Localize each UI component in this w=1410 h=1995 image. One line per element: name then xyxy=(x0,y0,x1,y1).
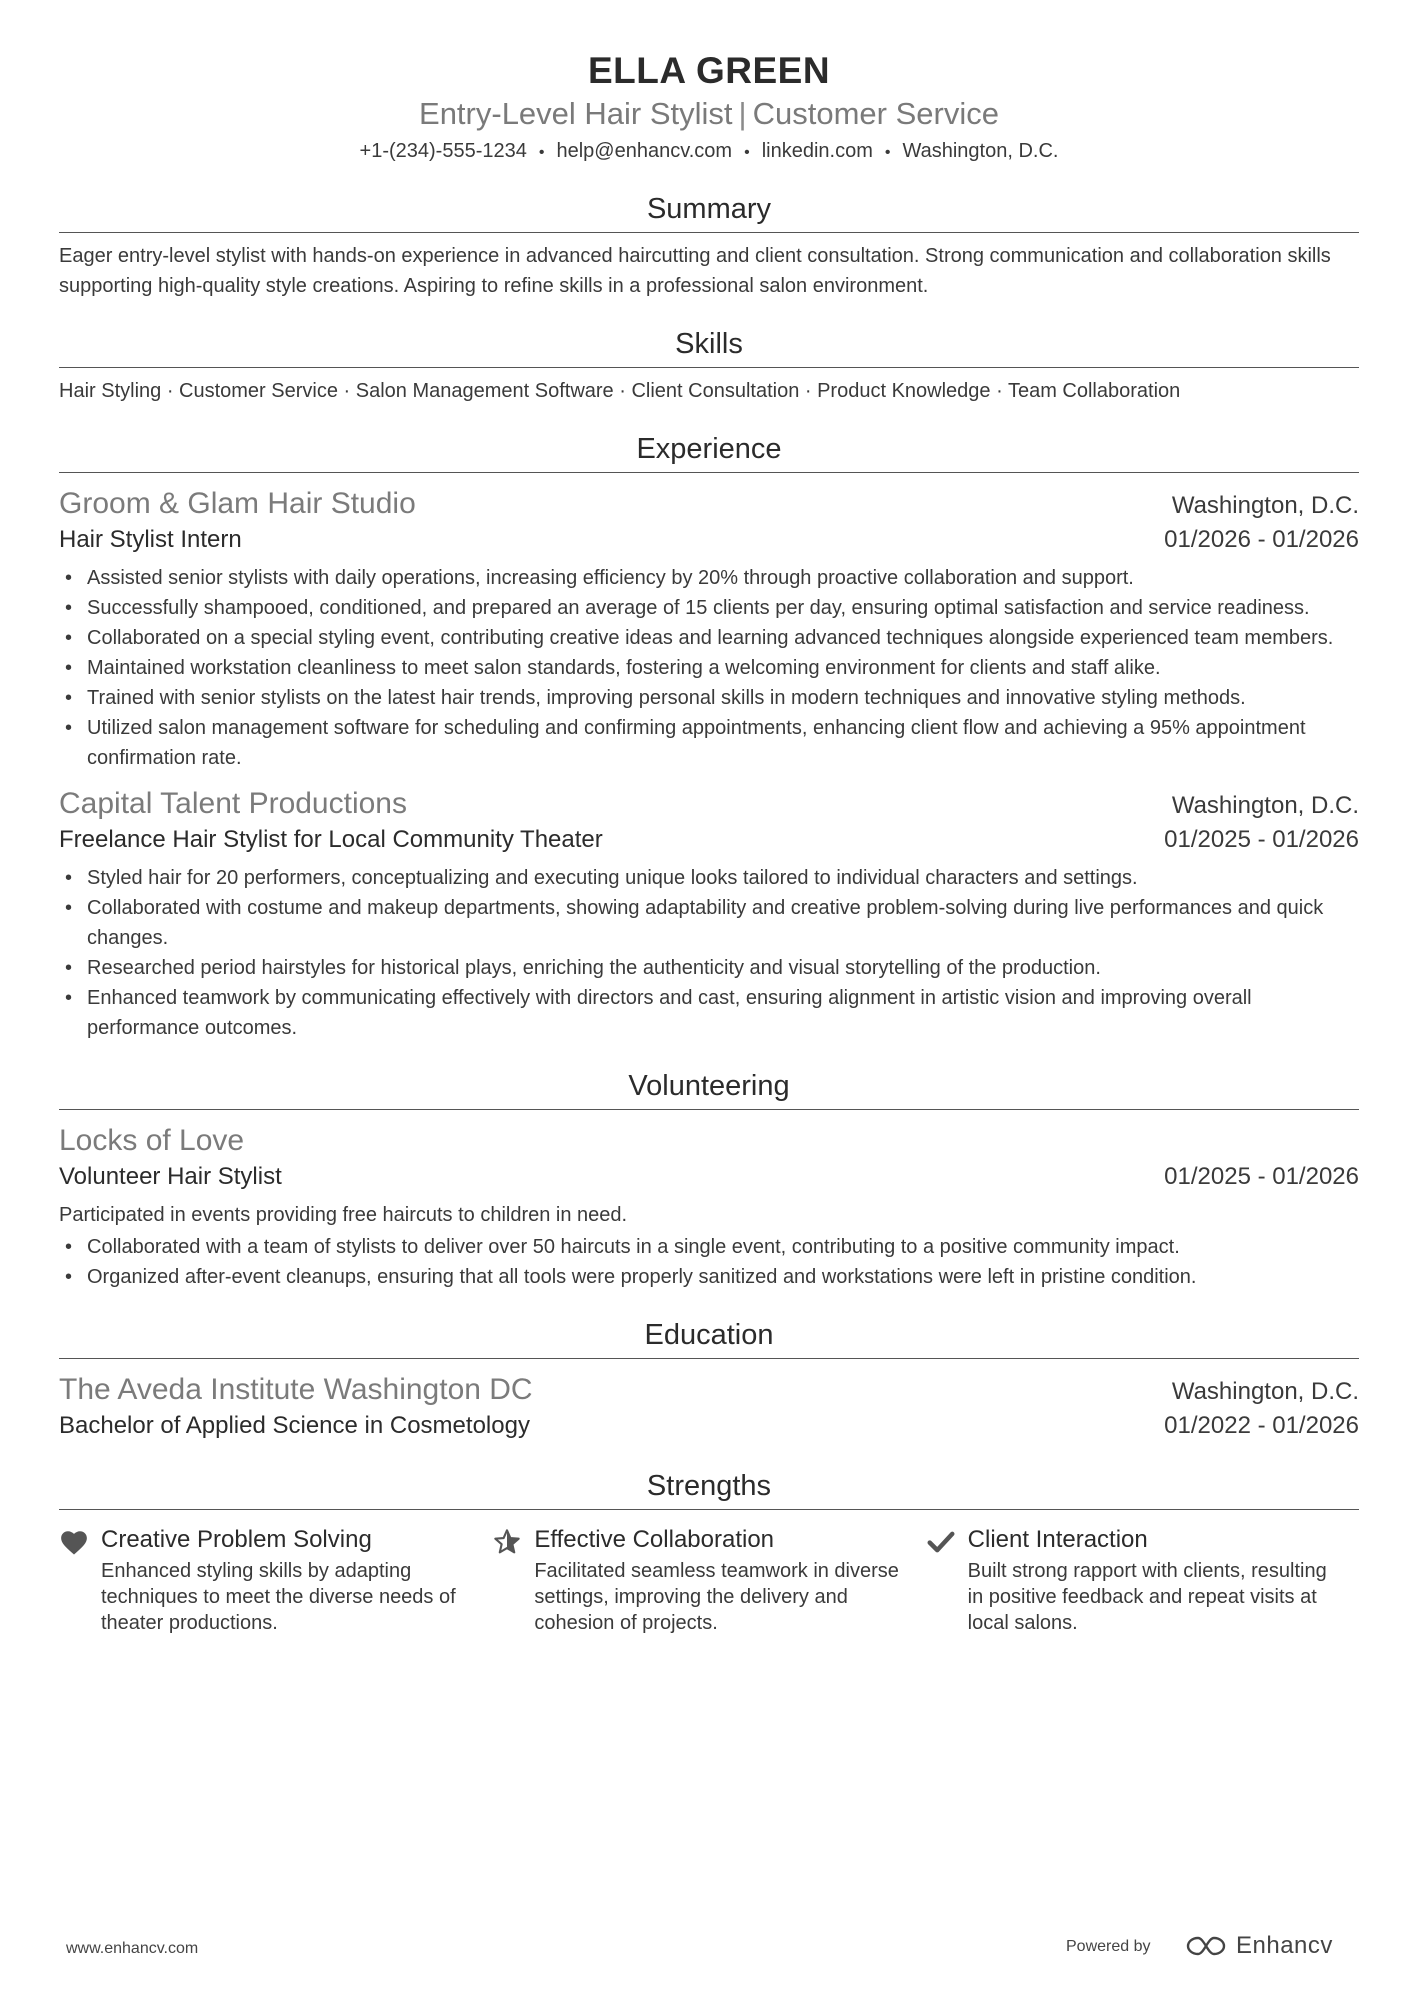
strength-description: Built strong rapport with clients, resulting in positive feedback and repeat visits at local salons. xyxy=(967,1560,1327,1634)
experience-entry xyxy=(59,485,1359,773)
bullet-item: • Researched period hairstyles for historical plays, enriching the authenticity and visual storytelling of the production. xyxy=(59,953,1359,983)
section-heading-education: Education xyxy=(59,1318,1359,1359)
experience-company: Capital Talent Productions xyxy=(59,787,407,820)
contact-linkedin[interactable]: linkedin.com xyxy=(761,140,873,162)
contact-separator: • xyxy=(744,144,750,161)
bullet-item: • Collaborated with a team of stylists to deliver over 50 haircuts in a single event, contributing to a positive community impact. xyxy=(59,1232,1359,1262)
bullet-item: • Collaborated on a special styling event, contributing creative ideas and learning advanced techniques alongside experienced team members. xyxy=(59,623,1359,653)
education-location: Washington, D.C. xyxy=(1171,1378,1359,1405)
section-heading-summary: Summary xyxy=(59,192,1359,233)
experience-company: Groom & Glam Hair Studio xyxy=(59,487,416,520)
experience-role: Freelance Hair Stylist for Local Community Theater xyxy=(59,826,603,853)
footer-brand[interactable] xyxy=(1184,1932,1333,1960)
volunteering-dates: 01/2025 - 01/2026 xyxy=(1164,1163,1359,1190)
strength-item xyxy=(59,1524,492,1636)
strength-title: Client Interaction xyxy=(967,1526,1148,1553)
strengths-list xyxy=(59,1524,1359,1636)
strength-title: Effective Collaboration xyxy=(534,1526,775,1553)
section-heading-experience: Experience xyxy=(59,432,1359,473)
strength-item xyxy=(926,1524,1359,1636)
volunteering-bullets xyxy=(59,1232,1359,1292)
section-heading-strengths: Strengths xyxy=(59,1469,1359,1510)
volunteering-entry xyxy=(59,1122,1359,1292)
enhancv-logo-icon xyxy=(1184,1934,1228,1958)
education-entry xyxy=(59,1371,1359,1443)
volunteering-description: Participated in events providing free haircuts to children in need. xyxy=(59,1204,628,1226)
footer-brand-name: Enhancv xyxy=(1236,1932,1333,1959)
section-heading-volunteering: Volunteering xyxy=(59,1069,1359,1110)
contact-location: Washington, D.C. xyxy=(902,140,1059,162)
contact-email[interactable]: help@enhancv.com xyxy=(556,140,733,162)
title-secondary: Customer Service xyxy=(752,96,999,131)
education-institution: The Aveda Institute Washington DC xyxy=(59,1373,533,1406)
checkmark-icon xyxy=(926,1524,968,1636)
page-footer xyxy=(0,1932,1410,1970)
footer-powered-by: Powered by xyxy=(1066,1938,1151,1955)
bullet-item: • Trained with senior stylists on the latest hair trends, improving personal skills in modern techniques and innovative styling methods. xyxy=(59,683,1359,713)
resume-page xyxy=(59,50,1359,1636)
candidate-name: ELLA GREEN xyxy=(587,50,831,91)
bullet-item: • Organized after-event cleanups, ensuring that all tools were properly sanitized and workstations were left in pristine condition. xyxy=(59,1262,1359,1292)
experience-dates: 01/2026 - 01/2026 xyxy=(1164,526,1359,553)
summary-text: Eager entry-level stylist with hands-on experience in advanced haircutting and client consultation. Strong communication and collaboration skills supporting high-quality style creations. Aspiring to refine skills in a professional salon environment. xyxy=(59,245,1331,297)
experience-location: Washington, D.C. xyxy=(1171,492,1359,519)
bullet-item: • Utilized salon management software for scheduling and confirming appointments, enhancing client flow and achieving a 95% appointment confirmation rate. xyxy=(59,713,1359,773)
strength-description: Enhanced styling skills by adapting techniques to meet the diverse needs of theater productions. xyxy=(101,1560,456,1634)
strength-item xyxy=(492,1524,925,1636)
bullet-item: • Styled hair for 20 performers, conceptualizing and executing unique looks tailored to individual characters and settings. xyxy=(59,863,1359,893)
heart-icon xyxy=(59,1524,101,1636)
contact-phone: +1-(234)-555-1234 xyxy=(359,140,527,162)
bullet-item: • Collaborated with costume and makeup departments, showing adaptability and creative problem-solving during live performances and quick changes. xyxy=(59,893,1359,953)
experience-bullets xyxy=(59,563,1359,773)
education-degree: Bachelor of Applied Science in Cosmetology xyxy=(59,1412,530,1439)
section-heading-skills: Skills xyxy=(59,327,1359,368)
bullet-item: • Successfully shampooed, conditioned, and prepared an average of 15 clients per day, ensuring optimal satisfaction and service readiness. xyxy=(59,593,1359,623)
footer-website-link[interactable]: www.enhancv.com xyxy=(66,1940,199,1957)
title-primary: Entry-Level Hair Stylist xyxy=(419,96,733,131)
title-separator: | xyxy=(738,96,747,131)
contact-line xyxy=(59,138,1359,166)
experience-entry xyxy=(59,785,1359,1043)
strength-title: Creative Problem Solving xyxy=(101,1526,372,1553)
experience-bullets xyxy=(59,863,1359,1043)
strength-description: Facilitated seamless teamwork in diverse settings, improving the delivery and cohesion of projects. xyxy=(534,1560,899,1634)
contact-separator: • xyxy=(538,144,545,161)
education-dates: 01/2022 - 01/2026 xyxy=(1164,1412,1359,1439)
volunteering-role: Volunteer Hair Stylist xyxy=(59,1163,282,1190)
experience-location: Washington, D.C. xyxy=(1171,792,1359,819)
bullet-item: • Maintained workstation cleanliness to meet salon standards, fostering a welcoming environment for clients and staff alike. xyxy=(59,653,1359,683)
bullet-item: • Assisted senior stylists with daily operations, increasing efficiency by 20% through proactive collaboration and support. xyxy=(59,563,1359,593)
experience-role: Hair Stylist Intern xyxy=(59,526,242,553)
experience-dates: 01/2025 - 01/2026 xyxy=(1164,826,1359,853)
volunteering-organization: Locks of Love xyxy=(59,1124,245,1157)
skills-list: Hair Styling · Customer Service · Salon Management Software · Client Consultation · Product Knowledge · Team Collaboration xyxy=(59,380,1181,402)
contact-separator: • xyxy=(884,144,891,161)
star-icon xyxy=(492,1524,534,1636)
candidate-title xyxy=(59,96,1359,132)
bullet-item: • Enhanced teamwork by communicating effectively with directors and cast, ensuring alignment in artistic vision and improving overall performance outcomes. xyxy=(59,983,1359,1043)
